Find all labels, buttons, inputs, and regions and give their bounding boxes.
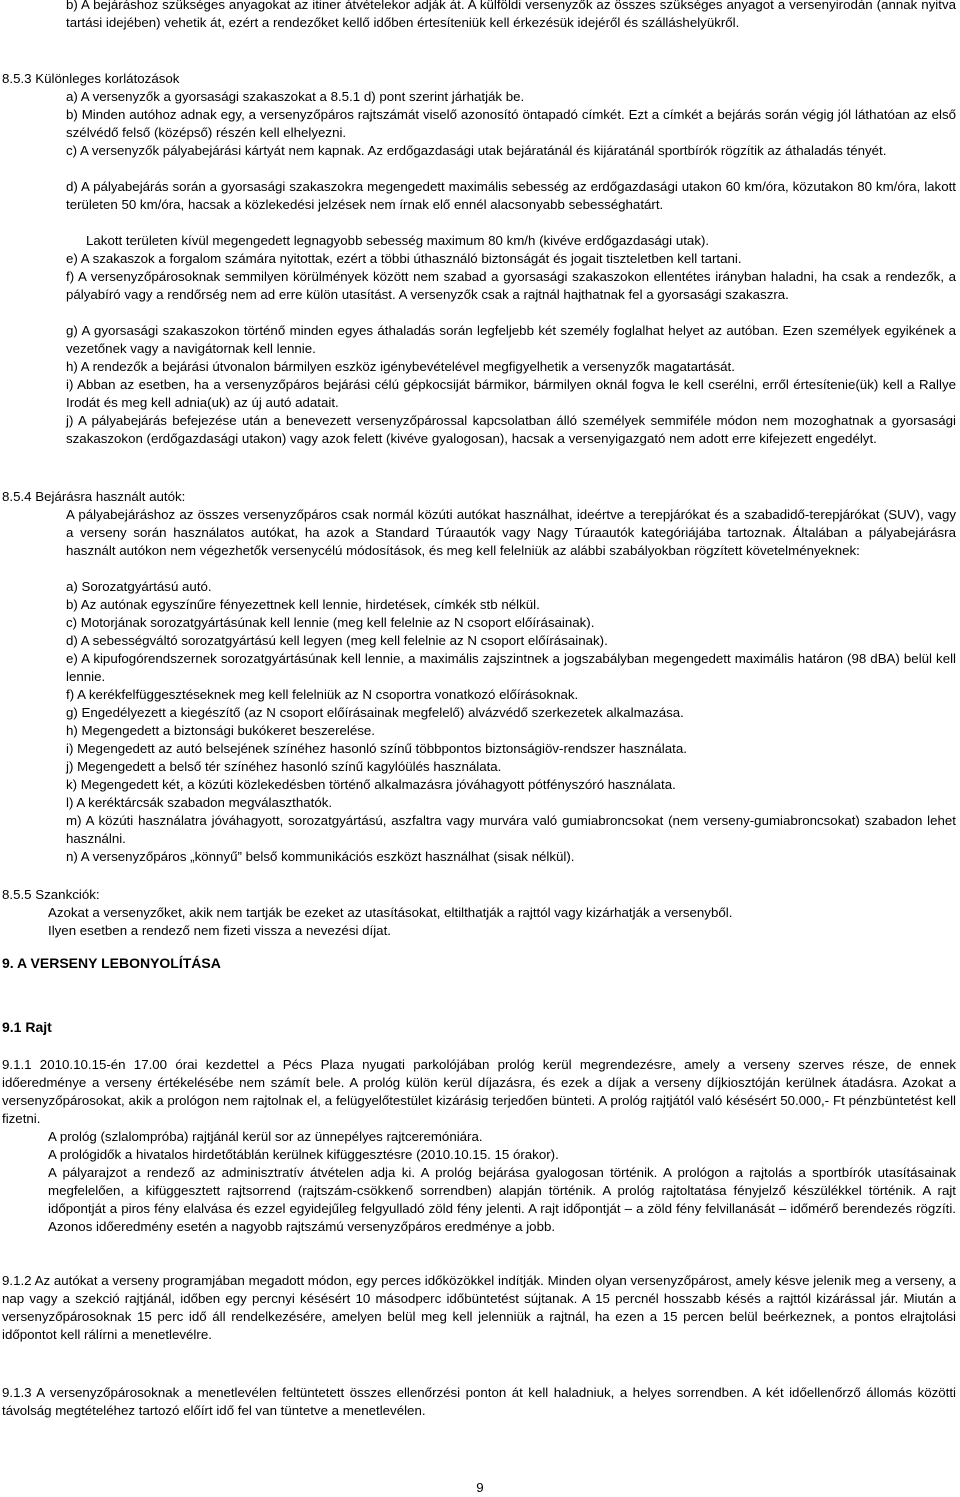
paragraph-9-1-1: 9.1.1 2010.10.15-én 17.00 órai kezdettel a Pécs Plaza nyugati parkolójában prológ kerül megrendezésre, amely a verseny szerves része, de ennek időeredménye a verseny értékelésébe nem számít bele. A prológ külön kerül díjazásra, és ezek a díjak a verseny díjkiosztóján kerülnek átadásra. Azokat a versenyzőpárosokat, akik a prológon nem rajtolnak el, a felügyelőtestület kizárásig terjedően bünteti. A prológ rajtjától való késésért 50.000,- Ft pénzbüntetést kell fizetni. [2, 1057, 956, 1126]
list-item: c) Motorjának sorozatgyártásúnak kell lennie (meg kell felelnie az N csoport előírásainak). [66, 615, 595, 630]
chapter-9-title: 9. A VERSENY LEBONYOLÍTÁSA [2, 955, 221, 971]
item-853-h: h) A rendezők a bejárási útvonalon bármilyen eszköz igénybevételével megfigyelhetik a versenyzők magatartását. [66, 359, 735, 374]
paragraph-b-materials: b) A bejáráshoz szükséges anyagokat az itiner átvételekor adják át. A külföldi versenyzők az összes szükséges anyagot a versenyirodán (annak nyitva tartási idejében) vehetik át, ezért a rendezőket kellő időben értesíteniük kell érkezésük idejéről és szálláshelyükről. [66, 0, 956, 30]
paragraph-9-1-3: 9.1.3 A versenyzőpárosoknak a menetlevélen feltüntetett összes ellenőrzési ponton át kell haladniuk, a helyes sorrendben. A két időellenőrző állomás közötti távolság megtételéhez tartozó előírt idő fel van tüntetve a menetlevélen. [2, 1385, 956, 1418]
list-item: h) Megengedett a biztonsági bukókeret beszerelése. [66, 723, 375, 738]
list-item: e) A kipufogórendszernek sorozatgyártásúnak kell lennie, a maximális zajszintnek a jogszabályban megengedett maximális határon (98 dBA) belül kell lennie. [66, 651, 956, 684]
item-853-d: d) A pályabejárás során a gyorsasági szakaszokra megengedett maximális sebesség az erdőgazdasági utakon 60 km/óra, közutakon 80 km/óra, lakott területen 50 km/óra, hacsak a közlekedési jelzések nem írnak elő ennél alacsonyabb sebességhatárt. [66, 179, 956, 212]
list-item: k) Megengedett két, a közúti közlekedésben történő alkalmazásra jóváhagyott pótfényszóró használata. [66, 777, 676, 792]
sanctions-line-1: Azokat a versenyzőket, akik nem tartják be ezeket az utasításokat, eltilthatják a rajttól vagy kizárhatják a versenyből. [48, 905, 733, 920]
section-9-1-title: 9.1 Rajt [2, 1019, 52, 1035]
page-number: 9 [476, 1480, 484, 1495]
list-item: i) Megengedett az autó belsejének színéhez hasonló színű többpontos biztonságiöv-rendszer használata. [66, 741, 687, 756]
item-853-d2: Lakott területen kívül megengedett legnagyobb sebesség maximum 80 km/h (kivéve erdőgazdasági utak). [86, 233, 710, 248]
list-item: d) A sebességváltó sorozatgyártású kell legyen (meg kell felelnie az N csoport előírásainak). [66, 633, 608, 648]
section-8-5-4-intro: A pályabejáráshoz az összes versenyzőpáros csak normál közúti autókat használhat, ideértve a terepjárókat és a szabadidő-terepjárókat (SUV), vagy a verseny során használatos autókat, ha azok a Standard Túraautók vagy Nagy Túraautók kategóriájába tartoznak. Általában a pályabejárásra használt autókon nem végezhetők versenycélú módosítások, és meg kell felelniük az alábbi szabályokban rögzített követelményeknek: [66, 507, 956, 558]
list-item: a) Sorozatgyártású autó. [66, 579, 212, 594]
paragraph-9-1-1-c: A prológidők a hivatalos hirdetőtáblán kerülnek kifüggesztésre (2010.10.15. 15 órakor). [48, 1147, 559, 1162]
sanctions-line-2: Ilyen esetben a rendező nem fizeti vissza a nevezési díjat. [48, 923, 391, 938]
item-853-e: e) A szakaszok a forgalom számára nyitottak, ezért a többi úthasználó biztonságát és jogait tiszteletben kell tartani. [66, 251, 742, 266]
list-item: j) Megengedett a belső tér színéhez hasonló színű kagylóülés használata. [66, 759, 502, 774]
list-item: g) Engedélyezett a kiegészítő (az N csoport előírásainak megfelelő) alvázvédő szerkezetek alkalmazása. [66, 705, 684, 720]
item-853-a: a) A versenyzők a gyorsasági szakaszokat a 8.5.1 d) pont szerint járhatják be. [66, 89, 525, 104]
section-8-5-5-title: 8.5.5 Szankciók: [2, 887, 100, 902]
section-8-5-4-title: 8.5.4 Bejárásra használt autók: [2, 489, 186, 504]
item-853-b: b) Minden autóhoz adnak egy, a versenyzőpáros rajtszámát viselő azonosító öntapadó címkét. Ezt a címkét a bejárás során végig jól láthatóan az első szélvédő felső (középső) részén kell elhelyezni. [66, 107, 956, 140]
paragraph-9-1-1-b: A prológ (szlalompróba) rajtjánál kerül sor az ünnepélyes rajtceremóniára. [48, 1129, 483, 1144]
list-item: l) A keréktárcsák szabadon megválaszthatók. [66, 795, 333, 810]
item-853-g: g) A gyorsasági szakaszokon történő minden egyes áthaladás során legfeljebb két személy foglalhat helyet az autóban. Ezen személyek egyikének a vezetőnek vagy a navigátornak kell lennie. [66, 323, 956, 356]
list-item: n) A versenyzőpáros „könnyű” belső kommunikációs eszközt használhat (sisak nélkül). [66, 849, 575, 864]
paragraph-9-1-2: 9.1.2 Az autókat a verseny programjában megadott módon, egy perces időközökkel indítják. Minden olyan versenyzőpárost, amely késve jelenik meg a verseny, a nap vagy a szekció rajtjánál, időben egy percnyi késésért 10 másodperc időbüntetést sújtanak. A 15 percnél hosszabb késés a rajttól kizárással jár. Miután a versenyzőpárosoknak 15 perc idő áll rendelkezésére, amelyen belül meg kell jelenniük a rajtnál, ha ezen a 15 percen belül beérkeznek, a pontos elrajtolási időpontot kell rálírni a menetlevélre. [2, 1273, 956, 1342]
list-item: m) A közúti használatra jóváhagyott, sorozatgyártású, aszfaltra vagy murvára való gumiabroncsokat (nem verseny-gumiabroncsokat) szabadon lehet használni. [66, 813, 956, 846]
item-853-c: c) A versenyzők pályabejárási kártyát nem kapnak. Az erdőgazdasági utak bejáratánál és kijáratánál sportbírók rögzítik az áthaladás tényét. [66, 143, 887, 158]
list-item: f) A kerékfelfüggesztéseknek meg kell felelniük az N csoportra vonatkozó előírásoknak. [66, 687, 579, 702]
item-853-j: j) A pályabejárás befejezése után a benevezett versenyzőpárossal kapcsolatban álló személyek semmiféle módon nem mozoghatnak a gyorsasági szakaszokon (erdőgazdasági utakon) vagy azok felett (kivéve gyalogosan), hacsak a versenyigazgató nem adott erre kifejezett engedélyt. [66, 413, 956, 446]
list-item: b) Az autónak egyszínűre fényezettnek kell lennie, hirdetések, címkék stb nélkül. [66, 597, 540, 612]
section-8-5-3-title: 8.5.3 Különleges korlátozások [2, 71, 180, 86]
item-853-f: f) A versenyzőpárosoknak semmilyen körülmények között nem szabad a gyorsasági szakaszokon ellentétes irányban haladni, ha csak a rendezők, a pályabíró vagy a rendőrség nem ad erre külön utasítást. A versenyzők csak a rajtnál hajthatnak fel a gyorsasági szakaszra. [66, 269, 956, 302]
paragraph-9-1-1-d: A pályarajzot a rendező az adminisztratív átvételen adja ki. A prológ bejárása gyalogosan történik. A prológon a rajtolás a sportbírók utasításainak megfelelően, a kifüggesztett rajtsorrend (rajtszám-csökkenő sorrendben) alapján történik. A prológ rajtoltatása fényjelző készülékkel történik. A rajt időpontját a piros fény elalvása és ezzel egyidejűleg felgyulladó zöld fény jelenti. A rajt időpontját – a zöld fény felvillanását – időmérő berendezés rögzíti. Azonos időeredmény esetén a nagyobb rajtszámú versenyzőpáros eredménye a jobb. [48, 1165, 956, 1234]
item-853-i: i) Abban az esetben, ha a versenyzőpáros bejárási célú gépkocsiját bármikor, bármilyen oknál fogva le kell cserélni, erről értesítenie(ük) kell a Rallye Irodát és meg kell adnia(uk) az új autó adatait. [66, 377, 956, 410]
